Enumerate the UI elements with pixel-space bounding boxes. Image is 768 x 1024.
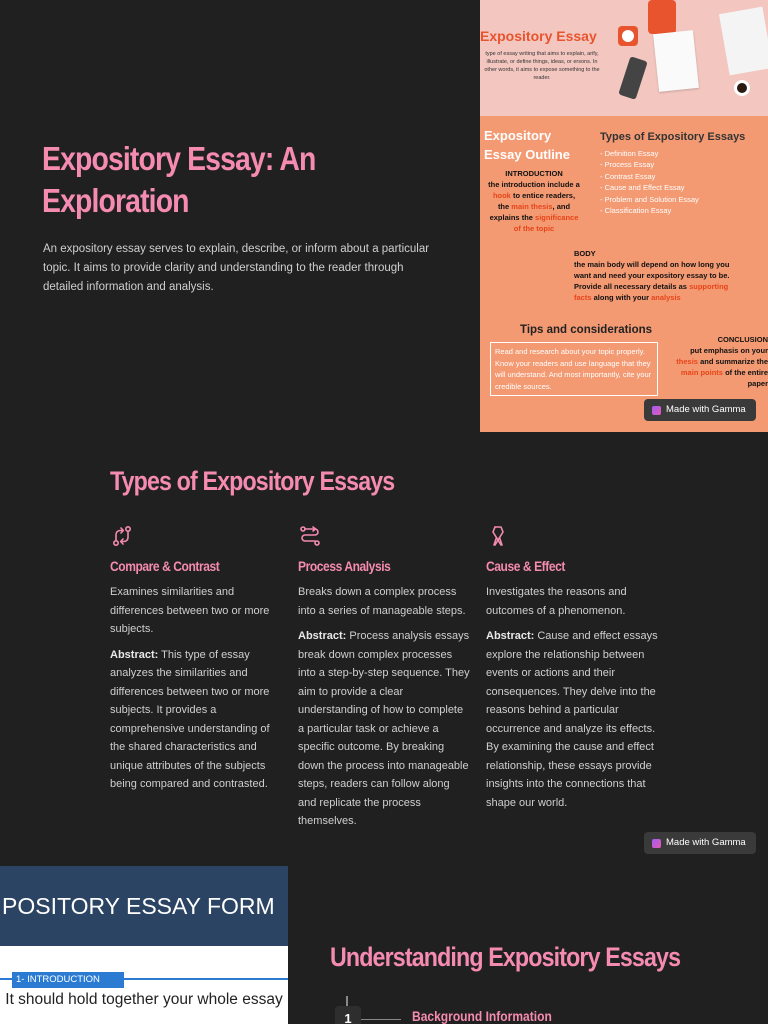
section-title: Understanding Expository Essays xyxy=(330,942,681,972)
body-heading: BODY xyxy=(574,249,596,258)
hero-description: An expository essay serves to explain, describe, or inform about a particular topic. It aims to provide clarity and understanding to the reader through detailed information and analysis. xyxy=(43,243,430,293)
clock-icon xyxy=(618,26,638,46)
tips-title: Tips and considerations xyxy=(520,324,653,336)
type-card-compare-contrast xyxy=(110,524,282,801)
conclusion-text: and summarize the xyxy=(700,357,768,366)
conclusion-block xyxy=(674,334,768,389)
badge-label: Made with Gamma xyxy=(666,837,746,848)
notebook-icon xyxy=(653,30,699,92)
type-card-title: Process Analysis xyxy=(298,558,391,574)
hero-section xyxy=(0,0,768,432)
section-title: Types of Expository Essays xyxy=(110,466,395,496)
types-list xyxy=(600,132,766,217)
infographic-title: Expository Essay xyxy=(480,28,597,44)
type-card-cause-effect xyxy=(486,524,658,819)
outline-title: Expository Essay Outline xyxy=(484,128,570,162)
step-number: 1 xyxy=(335,1006,361,1024)
abstract-text: Cause and effect essays explore the relationship between events or actions and their consequences. They delve into the reasons behind a particular occurrence and analyze its effects. By examining the cause and effect relationship, these essays provide insights into the connections that shape our world. xyxy=(486,630,658,809)
types-list-item: - Contrast Essay xyxy=(600,171,656,181)
type-card-abstract xyxy=(486,627,658,812)
body-block xyxy=(574,248,742,303)
step-title: Background Information xyxy=(412,1008,552,1024)
type-card-abstract xyxy=(298,627,470,831)
abstract-label: Abstract: xyxy=(110,648,159,661)
types-list-item: - Classification Essay xyxy=(600,206,672,215)
made-with-gamma-badge[interactable] xyxy=(644,832,756,854)
types-list-item: - Definition Essay xyxy=(600,148,659,158)
abstract-label: Abstract: xyxy=(486,630,535,642)
step-connector xyxy=(361,1019,401,1020)
conclusion-heading: CONCLUSION xyxy=(717,335,768,344)
type-card-title: Cause & Effect xyxy=(486,558,565,574)
abstract-label: Abstract: xyxy=(298,630,347,642)
compare-arrows-icon xyxy=(110,524,134,548)
types-section xyxy=(0,432,768,866)
type-card-summary: Breaks down a complex process into a series of manageable steps. xyxy=(298,586,466,617)
tips-text: Read and research about your topic properly. Know your readers and use language that they will understand. And most importantly, cite your credible sources. xyxy=(490,342,658,396)
format-text: It should hold together your whole essay xyxy=(5,991,283,1008)
abstract-text: This type of essay analyzes the similarities and differences between two or more subjects. It provides a comprehensive understanding of the shared characteristics and unique attributes of the subjects being compared and contrasted. xyxy=(110,648,270,790)
intro-text: , and explains the xyxy=(489,202,571,222)
route-icon xyxy=(298,524,322,548)
type-card-abstract xyxy=(110,646,282,794)
format-header: POSITORY ESSAY FORM xyxy=(0,866,288,946)
body-highlight: analysis xyxy=(651,293,681,302)
intro-text: to entice readers, the xyxy=(497,191,576,211)
phone-icon xyxy=(618,56,647,100)
understanding-section xyxy=(0,866,768,1024)
gamma-logo-icon xyxy=(652,839,661,848)
types-list-item: - Cause and Effect Essay xyxy=(600,183,685,192)
format-label: 1- INTRODUCTION xyxy=(12,972,124,988)
coffee-icon xyxy=(734,80,750,96)
type-card-process-analysis xyxy=(298,524,470,838)
type-card-summary: Examines similarities and differences between two or more subjects. xyxy=(110,586,270,635)
intro-text: the introduction include a xyxy=(488,180,580,189)
body-text: the main body will depend on how long you want and need your expository essay to be. Provide all necessary details as xyxy=(574,260,730,291)
intro-block xyxy=(488,168,580,234)
infographic-image xyxy=(480,0,768,432)
abstract-text: Process analysis essays break down complex processes into a step-by-step sequence. They aim to provide a clear understanding of how to complete a particular task or achieve a specific outcome. By breaking down the process into manageable steps, readers can follow along and replicate the process themselves. xyxy=(298,630,470,827)
type-card-summary: Investigates the reasons and outcomes of a phenomenon. xyxy=(486,586,627,617)
conclusion-highlight: thesis xyxy=(676,357,698,366)
intro-highlight: significance of the topic xyxy=(513,213,579,233)
gamma-logo-icon xyxy=(652,406,661,415)
document-icon xyxy=(719,7,768,76)
infographic-header xyxy=(480,0,768,116)
type-card-title: Compare & Contrast xyxy=(110,558,220,574)
hero-title: Expository Essay: An Exploration xyxy=(42,140,316,219)
body-text: along with your xyxy=(593,293,650,302)
badge-label: Made with Gamma xyxy=(666,404,746,415)
infographic-intro-text: type of essay writing that aims to explain, arify, illustrate, or define things, ideas, or ersons. In other words, it aims to expose something to the reader. xyxy=(484,51,600,81)
conclusion-text: put emphasis on your xyxy=(690,346,768,355)
types-list-item: - Process Essay xyxy=(600,160,655,169)
infographic-outline xyxy=(480,116,768,432)
ribbon-icon xyxy=(486,524,510,548)
body-highlight: supporting facts xyxy=(574,282,729,302)
essay-format-image xyxy=(0,866,288,1024)
types-list-title: Types of Expository Essays xyxy=(600,131,746,143)
intro-highlight: hook xyxy=(492,191,511,200)
arm-illustration xyxy=(648,0,676,34)
conclusion-highlight: main points xyxy=(680,368,723,377)
made-with-gamma-badge[interactable] xyxy=(644,399,756,421)
conclusion-text: of the entire paper xyxy=(725,368,768,388)
intro-highlight: main thesis xyxy=(511,202,553,211)
intro-heading: INTRODUCTION xyxy=(505,169,563,178)
types-list-item: - Problem and Solution Essay xyxy=(600,194,699,204)
